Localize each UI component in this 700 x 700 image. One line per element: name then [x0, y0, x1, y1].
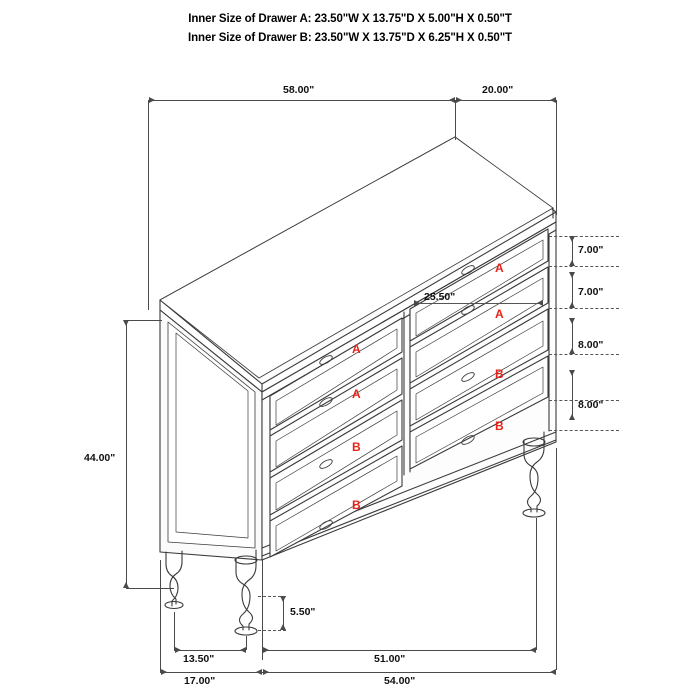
- ext-line-b-right: [536, 518, 537, 650]
- arrow-2550-right: [537, 300, 543, 306]
- label-top-width-58: 58.00": [283, 84, 315, 96]
- arrow-20-right: [550, 97, 556, 103]
- ext-line-top-right: [556, 100, 557, 215]
- ext-dash-dh4-end: [549, 430, 619, 431]
- drawer-label-left-1: A: [352, 342, 361, 356]
- label-base-total-5400: 54.00": [384, 675, 416, 687]
- ext-dash-dh1-top: [549, 236, 619, 237]
- dim-line-25-50: [415, 303, 543, 304]
- label-drawer-width-25: 25.50": [424, 291, 456, 303]
- arrow-58-left: [149, 97, 155, 103]
- note-drawer-a: Inner Size of Drawer A: 23.50"W X 13.75"D X 5.00"H X 0.50"T: [188, 13, 512, 25]
- note-drawer-b: Inner Size of Drawer B: 23.50"W X 13.75"D X 6.25"H X 0.50"T: [188, 32, 512, 44]
- drawer-label-left-4: B: [352, 498, 361, 512]
- ext-line-b-left: [174, 612, 175, 650]
- dim-line-5100: [262, 650, 536, 651]
- drawer-label-right-1: A: [495, 261, 504, 275]
- dim-line-1350: [174, 650, 246, 651]
- arrow-5400-right: [550, 669, 556, 675]
- label-drawer-height-2: 7.00": [578, 286, 604, 298]
- label-base-front-5100: 51.00": [374, 653, 406, 665]
- label-base-left-outer-1700: 17.00": [184, 675, 216, 687]
- dim-line-height-44: [126, 320, 127, 588]
- drawer-label-right-2: A: [495, 307, 504, 321]
- ext-dash-dh2-bot: [549, 308, 619, 309]
- ext-dash-dh1-bot: [549, 266, 619, 267]
- ext-line-b-right2: [556, 448, 557, 670]
- label-overall-height-44: 44.00": [84, 452, 116, 464]
- ext-line-top-mid: [455, 100, 456, 140]
- arrow-dh4-bottom: [569, 414, 575, 420]
- arrow-dh2-bottom: [569, 302, 575, 308]
- arrow-dh1-bottom: [569, 260, 575, 266]
- arrow-dh2-top: [569, 272, 575, 278]
- label-drawer-height-4: 8.00": [578, 399, 604, 411]
- ext-dash-dh3-bot: [549, 354, 619, 355]
- drawer-label-left-3: B: [352, 440, 361, 454]
- ext-line-height-bottom: [126, 588, 174, 589]
- arrow-1700-left: [161, 669, 167, 675]
- arrow-dh1-top: [569, 236, 575, 242]
- dim-line-dh4: [572, 370, 573, 420]
- drawer-label-left-2: A: [352, 387, 361, 401]
- dim-line-top-20: [455, 100, 556, 101]
- ext-line-top-left: [148, 100, 149, 310]
- ext-line-height-top: [126, 320, 162, 321]
- ext-line-b-mid2: [262, 560, 263, 660]
- dim-line-top-58: [148, 100, 455, 101]
- label-base-left-1350: 13.50": [183, 653, 215, 665]
- arrow-5100-right: [530, 647, 536, 653]
- arrow-20-left: [456, 97, 462, 103]
- ext-line-b-mid: [246, 636, 247, 650]
- label-drawer-height-1: 7.00": [578, 244, 604, 256]
- label-top-width-20: 20.00": [482, 84, 514, 96]
- label-leg-height: 5.50": [290, 606, 316, 618]
- ext-line-b-left2: [160, 560, 161, 672]
- drawer-label-right-3: B: [495, 367, 504, 381]
- arrow-2550-left: [414, 300, 420, 306]
- drawer-label-right-4: B: [495, 419, 504, 433]
- arrow-1350-right: [240, 647, 246, 653]
- arrow-dh3-bottom: [569, 348, 575, 354]
- label-drawer-height-3: 8.00": [578, 339, 604, 351]
- arrow-dh4-top: [569, 370, 575, 376]
- arrow-5100-left: [263, 647, 269, 653]
- arrow-dh3-top: [569, 318, 575, 324]
- arrow-5400-left: [263, 669, 269, 675]
- dim-line-1700: [160, 672, 262, 673]
- arrow-1350-left: [175, 647, 181, 653]
- dim-line-5400: [262, 672, 556, 673]
